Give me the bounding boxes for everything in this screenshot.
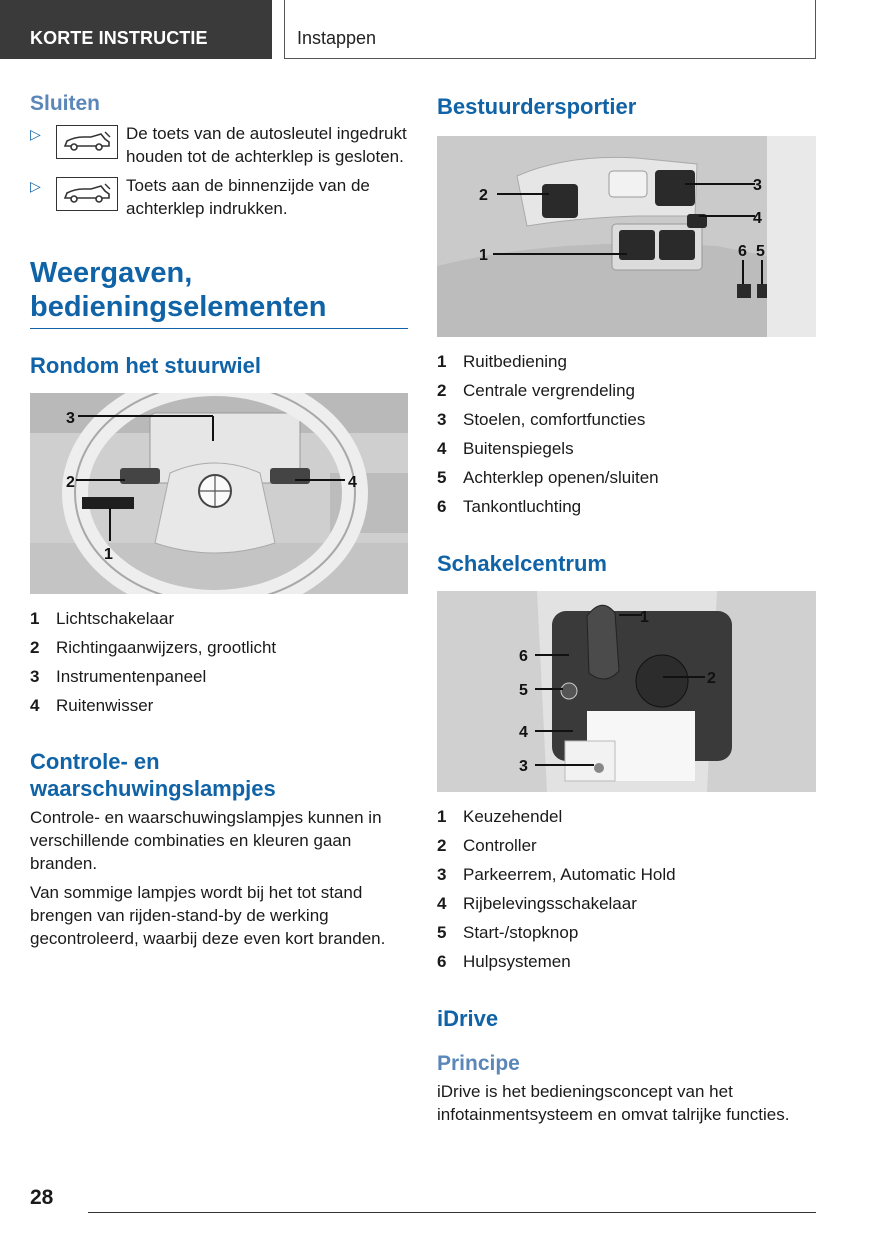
footer-divider — [88, 1212, 816, 1213]
list-item: 4 Ruitenwisser — [30, 696, 154, 715]
car-tailgate-icon — [56, 125, 118, 159]
callout-5: 5 — [756, 243, 765, 260]
list-item: 6 Tankontluchting — [437, 497, 582, 516]
callout-1: 1 — [104, 546, 113, 563]
callout-3: 3 — [66, 410, 75, 427]
callout-2: 2 — [707, 670, 716, 687]
callout-5: 5 — [519, 682, 528, 699]
callout-4: 4 — [348, 474, 357, 491]
callout-6: 6 — [738, 243, 747, 260]
section-tab: Instappen — [284, 0, 816, 59]
principe-heading: Principe — [437, 1052, 520, 1075]
list-item: 5 Start-/stopknop — [437, 923, 579, 942]
callout-3: 3 — [519, 758, 528, 775]
list-item: 3 Stoelen, comfortfuncties — [437, 410, 646, 429]
driver-door-photo — [437, 136, 816, 337]
chapter-title: Weergaven, bedieningselementen — [30, 256, 408, 329]
right-column — [437, 92, 816, 1132]
callout-1: 1 — [479, 247, 488, 264]
list-item: 3 Instrumentenpaneel — [30, 667, 207, 686]
principe-paragraph: iDrive is het bedieningsconcept van het infotainmentsysteem en omvat talrijke functies. — [437, 1082, 790, 1124]
controle-paragraph-1: Controle- en waarschuwingslampjes kunnen in verschillende combinaties en kleuren gaan branden. — [30, 808, 382, 873]
list-item: 5 Achterklep openen/sluiten — [437, 468, 659, 487]
callout-3: 3 — [753, 177, 762, 194]
chapter-tab: KORTE INSTRUCTIE — [0, 0, 272, 59]
sluiten-item-1 — [30, 122, 408, 168]
callout-4: 4 — [753, 210, 762, 227]
portier-legend — [437, 347, 816, 521]
sluiten-item-2-text: Toets aan de binnenzijde van de achterklep indrukken. — [126, 176, 370, 218]
page-number: 28 — [30, 1186, 54, 1209]
sluiten-item-2 — [30, 174, 408, 220]
stuurwiel-heading: Rondom het stuurwiel — [30, 353, 261, 378]
left-column — [30, 92, 408, 956]
schakel-legend — [437, 802, 816, 976]
steering-wheel-photo — [30, 393, 408, 594]
list-item: 3 Parkeerrem, Automatic Hold — [437, 865, 676, 884]
list-item: 1 Lichtschakelaar — [30, 609, 175, 628]
list-item: 4 Rijbelevingsschakelaar — [437, 894, 637, 913]
sluiten-item-1-text: De toets van de autosleutel ingedrukt houden tot de achterklep is gesloten. — [126, 124, 407, 166]
list-item: 2 Controller — [437, 836, 537, 855]
sluiten-heading: Sluiten — [30, 92, 101, 115]
list-item: 6 Hulpsystemen — [437, 952, 571, 971]
list-item: 1 Ruitbediening — [437, 352, 567, 371]
center-console-photo — [437, 591, 816, 792]
callout-4: 4 — [519, 724, 528, 741]
list-item: 4 Buitenspiegels — [437, 439, 574, 458]
stuurwiel-legend — [30, 604, 408, 720]
idrive-heading: iDrive — [437, 1006, 499, 1031]
callout-1: 1 — [640, 609, 649, 626]
triangle-bullet-icon: ▷ — [30, 178, 41, 194]
list-item: 2 Richtingaanwijzers, grootlicht — [30, 638, 277, 657]
callout-2: 2 — [66, 474, 75, 491]
schakel-heading: Schakelcentrum — [437, 551, 607, 576]
car-tailgate-icon — [56, 177, 118, 211]
list-item: 2 Centrale vergrendeling — [437, 381, 635, 400]
portier-heading: Bestuurdersportier — [437, 94, 637, 119]
callout-2: 2 — [479, 187, 488, 204]
callout-6: 6 — [519, 648, 528, 665]
controle-paragraph-2: Van sommige lampjes wordt bij het tot stand brengen van rijden-stand-by de werking gecontroleerd, waarbij deze even kort branden. — [30, 883, 386, 948]
list-item: 1 Keuzehendel — [437, 807, 563, 826]
controle-heading: Controle- en waarschuwingslampjes — [30, 749, 276, 801]
triangle-bullet-icon: ▷ — [30, 126, 41, 142]
